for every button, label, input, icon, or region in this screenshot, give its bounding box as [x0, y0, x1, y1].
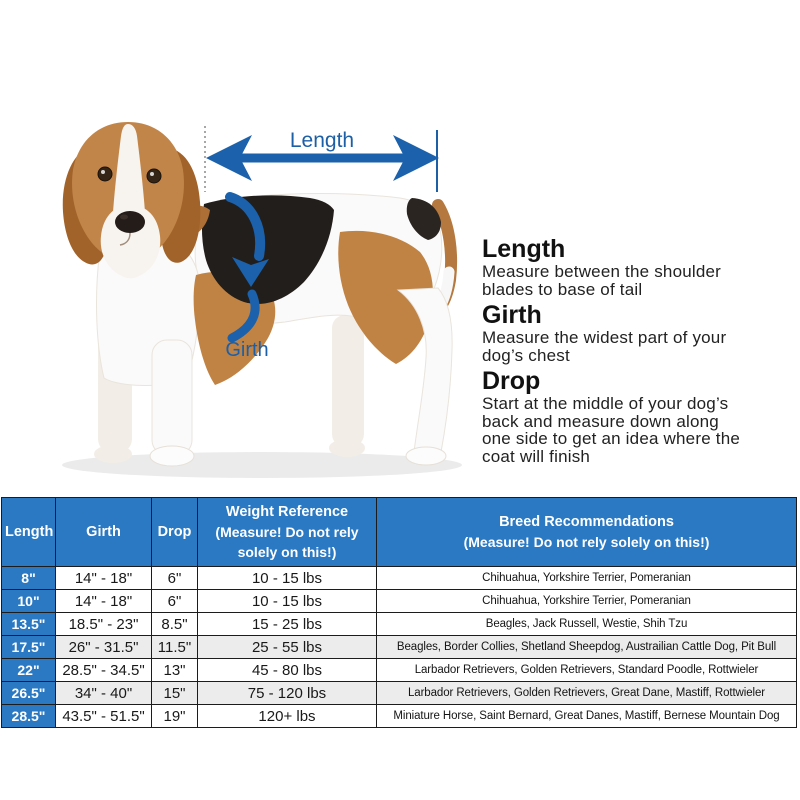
header-breeds-note: (Measure! Do not rely solely on this!) — [463, 534, 710, 550]
cell-length: 28.5" — [2, 705, 56, 728]
drop-section-title: Drop — [482, 367, 541, 395]
header-breeds-label: Breed Recommendations — [499, 514, 674, 530]
length-desc-line: blades to base of tail — [482, 279, 643, 299]
length-label: Length — [289, 129, 355, 152]
dog-left-eye — [98, 167, 112, 181]
drop-desc-line: one side to get an idea where the — [482, 429, 741, 448]
dog-nose — [115, 211, 145, 233]
cell-weight: 10 - 15 lbs — [198, 590, 377, 613]
table-row — [2, 567, 797, 590]
cell-length: 10" — [2, 590, 56, 613]
cell-drop: 6" — [152, 590, 198, 613]
cell-weight: 45 - 80 lbs — [198, 659, 377, 682]
drop-desc-line: Start at the middle of your dog’s — [482, 394, 729, 413]
girth-desc-line: dog’s chest — [482, 345, 570, 365]
size-table — [1, 497, 797, 728]
cell-breeds: Larbador Retrievers, Golden Retrievers, Great Dane, Mastiff, Rottwieler — [377, 682, 797, 705]
cell-girth: 14" - 18" — [56, 590, 152, 613]
header-weight-label: Weight Reference — [225, 504, 349, 520]
drop-desc-line: back and measure down along — [482, 411, 719, 431]
table-row — [2, 636, 797, 659]
cell-girth: 26" - 31.5" — [56, 636, 152, 659]
cell-drop: 19" — [152, 705, 198, 728]
length-section-title: Length — [482, 235, 566, 263]
cell-breeds: Larbador Retrievers, Golden Retrievers, Standard Poodle, Rottwieler — [377, 659, 797, 682]
cell-weight: 10 - 15 lbs — [198, 567, 377, 590]
cell-length: 17.5" — [2, 636, 56, 659]
cell-girth: 14" - 18" — [56, 567, 152, 590]
cell-drop: 13" — [152, 659, 198, 682]
cell-breeds: Chihuahua, Yorkshire Terrier, Pomeranian — [377, 567, 797, 590]
table-row — [2, 705, 797, 728]
drop-desc-line: coat will finish — [482, 446, 591, 466]
header-breeds — [377, 498, 797, 567]
header-girth: Girth — [56, 498, 152, 567]
header-drop: Drop — [152, 498, 198, 567]
dog-right-eye — [147, 169, 161, 183]
table-row — [2, 659, 797, 682]
length-desc-line: Measure between the shoulder — [482, 262, 722, 281]
cell-breeds: Chihuahua, Yorkshire Terrier, Pomeranian — [377, 590, 797, 613]
cell-weight: 15 - 25 lbs — [198, 613, 377, 636]
cell-length: 22" — [2, 659, 56, 682]
cell-breeds: Beagles, Border Collies, Shetland Sheepdog, Austrailian Cattle Dog, Pit Bull — [377, 636, 797, 659]
cell-length: 13.5" — [2, 613, 56, 636]
cell-drop: 6" — [152, 567, 198, 590]
cell-drop: 11.5" — [152, 636, 198, 659]
header-weight — [198, 498, 377, 567]
cell-girth: 34" - 40" — [56, 682, 152, 705]
measurement-guide-text — [482, 236, 790, 465]
cell-length: 26.5" — [2, 682, 56, 705]
header-weight-note: (Measure! Do not rely solely on this!) — [215, 524, 359, 560]
table-row — [2, 682, 797, 705]
cell-weight: 120+ lbs — [198, 705, 377, 728]
cell-girth: 18.5" - 23" — [56, 613, 152, 636]
header-length: Length — [2, 498, 56, 567]
girth-section-title: Girth — [482, 301, 542, 329]
cell-length: 8" — [2, 567, 56, 590]
cell-weight: 75 - 120 lbs — [198, 682, 377, 705]
size-table-header-row — [2, 498, 797, 567]
girth-label: Girth — [225, 339, 269, 361]
cell-drop: 15" — [152, 682, 198, 705]
cell-drop: 8.5" — [152, 613, 198, 636]
table-row — [2, 613, 797, 636]
cell-breeds: Beagles, Jack Russell, Westie, Shih Tzu — [377, 613, 797, 636]
table-row — [2, 590, 797, 613]
cell-girth: 28.5" - 34.5" — [56, 659, 152, 682]
cell-girth: 43.5" - 51.5" — [56, 705, 152, 728]
girth-desc-line: Measure the widest part of your — [482, 328, 727, 347]
cell-weight: 25 - 55 lbs — [198, 636, 377, 659]
cell-breeds: Miniature Horse, Saint Bernard, Great Danes, Mastiff, Bernese Mountain Dog — [377, 705, 797, 728]
